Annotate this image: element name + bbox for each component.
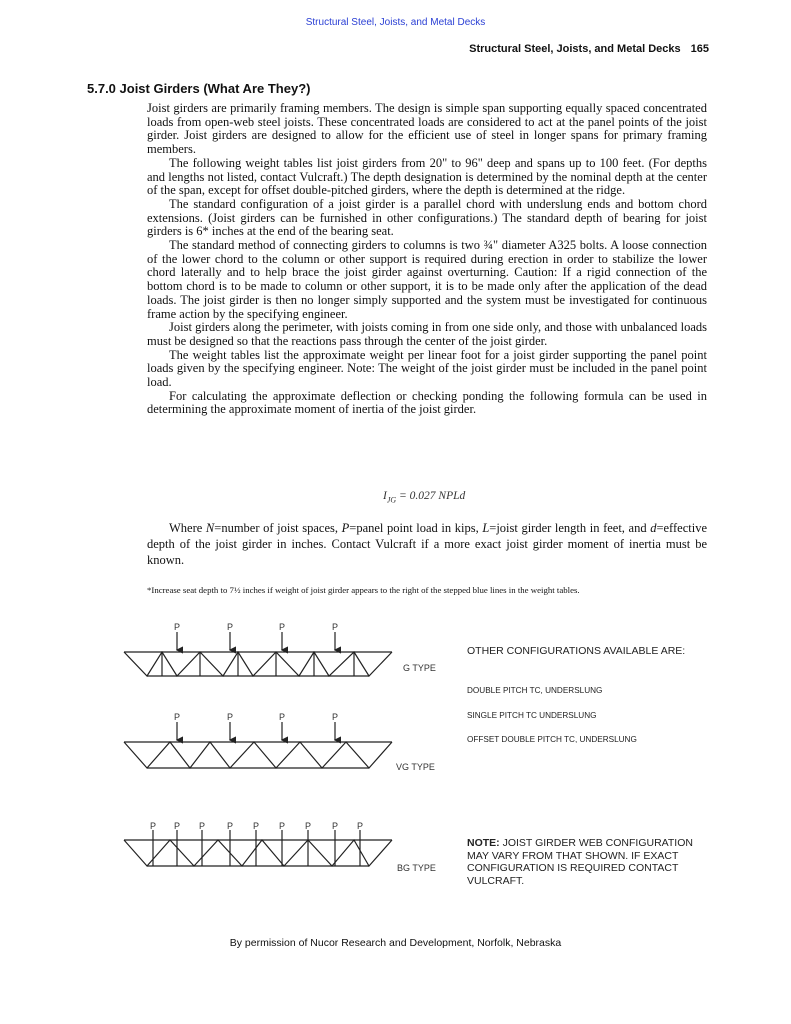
note-label: NOTE:: [467, 837, 500, 849]
bg-type-truss: [124, 830, 392, 866]
section-title: 5.7.0 Joist Girders (What Are They?): [87, 81, 311, 96]
load-label: P: [199, 821, 206, 831]
formula-rhs: = 0.027 NPLd: [399, 490, 466, 502]
paragraph: The weight tables list the approximate weight per linear foot for a joist girder supporting the panel point loads given by the specifying engineer. Note: The weight of the joist girder must be included in the panel point load.: [147, 347, 707, 390]
load-label: P: [227, 622, 234, 632]
g-type-truss: [124, 632, 392, 676]
formula-subscript: JG: [386, 495, 397, 505]
top-nav-link[interactable]: Structural Steel, Joists, and Metal Decks: [305, 17, 486, 28]
load-label: P: [332, 821, 339, 831]
config-item: DOUBLE PITCH TC, UNDERSLUNG: [467, 686, 603, 695]
load-label: P: [150, 821, 157, 831]
load-label: P: [174, 622, 181, 632]
figure-note: [467, 837, 697, 887]
where-text: =panel point load in kips,: [349, 521, 483, 535]
type-label-bg: BG TYPE: [397, 863, 436, 873]
paragraph: The following weight tables list joist girders from 20" to 96" deep and spans up to 100 feet. (For depths and lengths not listed, contact Vulcraft.) The depth designation is determined by the nominal depth at the center of the span, except for offset double-pitched girders, where the depth is determined at the ridge.: [147, 155, 707, 198]
vg-type-truss: [124, 722, 392, 768]
load-label: P: [305, 821, 312, 831]
permission-credit: By permission of Nucor Research and Development, Norfolk, Nebraska: [229, 937, 562, 949]
config-item: SINGLE PITCH TC UNDERSLUNG: [467, 711, 597, 720]
paragraph: For calculating the approximate deflection or checking ponding the following formula can be used in determining the approximate moment of inertia of the joist girder.: [147, 388, 707, 417]
page-number: 165: [690, 43, 709, 55]
config-item: OFFSET DOUBLE PITCH TC, UNDERSLUNG: [467, 735, 637, 744]
load-label: P: [357, 821, 364, 831]
where-text: =number of joist spaces,: [214, 521, 342, 535]
load-label: P: [279, 712, 286, 722]
formula-lhs: I: [383, 490, 387, 502]
formula-explanation: [147, 520, 707, 568]
load-label: P: [332, 622, 339, 632]
where-text: Where: [169, 521, 206, 535]
load-label: P: [253, 821, 260, 831]
running-title: Structural Steel, Joists, and Metal Decks: [469, 43, 681, 55]
load-label: P: [174, 712, 181, 722]
note-text: JOIST GIRDER WEB CONFIGURATION MAY VARY FROM THAT SHOWN. IF EXACT CONFIGURATION IS REQUIRED CONTACT VULCRAFT.: [467, 837, 693, 887]
var-l: L: [482, 521, 490, 535]
footnote: *Increase seat depth to 7½ inches if weight of joist girder appears to the right of the stepped blue lines in the weight tables.: [147, 585, 580, 595]
load-label: P: [227, 821, 234, 831]
body-text: [147, 102, 707, 417]
running-header: [469, 43, 709, 55]
paragraph: The standard configuration of a joist girder is a parallel chord with underslung ends and bottom chord extensions. (Joist girders can be furnished in other configurations.) The standard depth of bearing for joist girders is 6* inches at the end of the bearing seat.: [147, 196, 707, 239]
joist-girder-diagrams: [110, 612, 450, 882]
type-label-g: G TYPE: [403, 663, 436, 673]
paragraph: Joist girders are primarily framing members. The design is simple span supporting equally spaced concentrated loads from open-web steel joists. These concentrated loads are considered to act at the panel points of the joist girder. Joist girders are designed to allow for the efficient use of steel in longer spans for primary framing members.: [147, 101, 707, 157]
load-label: P: [227, 712, 234, 722]
load-label: P: [332, 712, 339, 722]
other-configurations-heading: OTHER CONFIGURATIONS AVAILABLE ARE:: [467, 645, 686, 657]
where-text: =joist girder length in feet, and: [489, 521, 651, 535]
var-d: d: [650, 521, 657, 535]
type-label-vg: VG TYPE: [396, 762, 435, 772]
moment-of-inertia-formula: [383, 490, 465, 504]
paragraph: Joist girders along the perimeter, with joists coming in from one side only, and those with unbalanced loads must be designed so that the reactions pass through the center of the joist girder.: [147, 320, 707, 348]
load-label: P: [279, 821, 286, 831]
var-n: N: [205, 521, 215, 535]
load-label: P: [279, 622, 286, 632]
load-label: P: [174, 821, 181, 831]
var-p: P: [341, 521, 350, 535]
where-text: =effective depth of the joist girder in inches. Contact Vulcraft if a more exact joist girder moment of inertia must be known.: [147, 521, 707, 567]
paragraph: The standard method of connecting girders to columns is two ¾" diameter A325 bolts. A loose connection of the lower chord to the column or other support is required during erection in order to stabilize the lower chord laterally and to help brace the joist girder against overturning. Caution: If a rigid connection of the bottom chord is to be made to column or other support, it is to be made only after the application of the dead loads. The joist girder is then no longer simply supported and the system must be investigated for continuous frame action by the specifying engineer.: [147, 238, 707, 321]
